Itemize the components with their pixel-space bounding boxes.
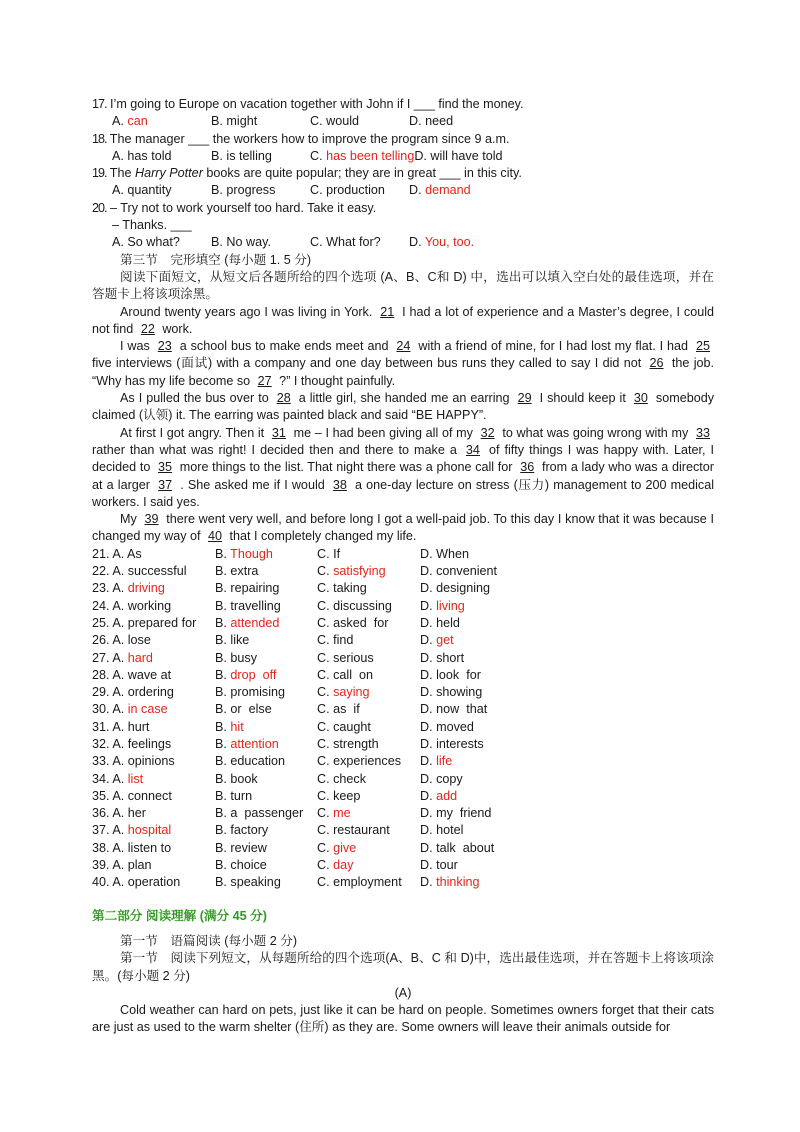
option-text: taking [333,581,367,596]
option-text: ordering [127,685,174,700]
option-cell: 27. A. hard [92,650,153,665]
option-cell: B. Though [215,546,273,561]
blank-26: 26 [649,356,664,371]
blank-31: 31 [271,425,286,440]
option-text: turn [230,788,253,803]
option: C. What for? [310,235,381,250]
option-cell: 21. A. As [92,546,142,561]
correct-option-text: satisfying [333,564,386,579]
option-text: listen to [127,840,172,855]
option-cell: B. hit [215,719,244,734]
option-cell: C. check [317,771,366,786]
option-cell: B. factory [215,823,269,838]
option-cell: D. interests [420,736,484,751]
option-text: as if [333,702,360,717]
option-cell: C. If [317,546,341,561]
option-cell: C. asked for [317,615,389,630]
option-text: call on [333,667,373,682]
stem-italic: Harry Potter [135,166,203,181]
option-text: interests [436,736,484,751]
option-cell: D. tour [420,858,458,873]
option-text: moved [436,719,474,734]
option-cell: C. give [317,840,357,855]
option-cell: C. saying [317,685,370,700]
option-text: will have told [430,148,503,163]
blank-33: 33 [696,425,711,440]
option-cell: 25. A. prepared for [92,615,197,630]
option-text: plan [127,858,152,873]
option-row [92,563,714,580]
option: B. might [211,114,258,129]
option-cell: D. designing [420,581,491,596]
option-text: tour [436,858,458,873]
blank-35: 35 [158,460,173,475]
option-cell: B. busy [215,650,258,665]
option-row [92,719,714,736]
option-text: would [326,114,359,129]
option-cell: D. convenient [420,564,498,579]
option-text: held [436,615,460,630]
section3-title: 第三节 完形填空 (每小题 1. 5 分) [120,252,312,267]
option-text: caught [333,719,371,734]
option-cell: C. caught [317,719,371,734]
option-text: prepared for [127,615,197,630]
correct-option-text: living [436,598,465,613]
option-text: If [333,546,341,561]
blank-36: 36 [520,460,535,475]
option-row [92,615,714,632]
option-text: book [230,771,258,786]
option-row [92,598,714,615]
option-text: discussing [333,598,392,613]
correct-option-text: hit [230,719,244,734]
question-stem [92,131,714,148]
option-cell: 26. A. lose [92,633,151,648]
option-cell: 37. A. hospital [92,823,172,838]
option-text: education [230,754,286,769]
option-row [92,840,714,857]
option-text: What for? [326,235,381,250]
question-options [92,234,714,251]
option-cell: B. or else [215,702,272,717]
option-text: convenient [436,564,498,579]
option-cell: B. drop off [215,667,277,682]
option-text: designing [436,581,491,596]
option: C. would [310,114,359,129]
option-cell: 36. A. her [92,806,146,821]
option-cell: B. choice [215,858,267,873]
option-text: experiences [333,754,402,769]
blank-34: 34 [465,442,480,457]
option-cell: D. showing [420,685,483,700]
option-row [92,822,714,839]
option-cell: C. discussing [317,598,392,613]
option: A. quantity [112,183,172,198]
option-cell: D. look for [420,667,481,682]
option-text: working [127,598,172,613]
blank-30: 30 [633,391,648,406]
option-text: copy [436,771,463,786]
option-cell: C. taking [317,581,367,596]
option-text: feelings [127,736,172,751]
option-cell: D. moved [420,719,474,734]
blank-27: 27 [257,373,272,388]
option-cell: D. life [420,754,453,769]
option-text: her [127,806,146,821]
correct-option-text: has been telling [326,148,415,163]
option-text: repairing [230,581,280,596]
stem-text: books are quite popular; they are in great ___ in this city. [202,166,522,181]
option-text: a passenger [230,806,304,821]
correct-option-text: driving [127,581,165,596]
blank-28: 28 [276,391,291,406]
option-text: promising [230,685,285,700]
correct-option-text: life [436,754,453,769]
option-cell: B. turn [215,788,253,803]
option-text: progress [226,183,276,198]
correct-option-text: me [333,806,351,821]
question-stem [92,165,714,182]
correct-option-text: hard [127,650,153,665]
question-options [92,182,714,199]
correct-option-text: add [436,788,458,803]
correct-option-text: attention [230,736,279,751]
option-cell: D. my friend [420,806,492,821]
option-cell: D. short [420,650,465,665]
option-cell: C. call on [317,667,373,682]
option-text: opinions [127,754,175,769]
option-text: like [230,633,250,648]
option-cell: 40. A. operation [92,875,181,890]
correct-option-text: day [333,858,354,873]
passage-paragraph: As I pulled the bus over to 28 a little girl, she handed me an earring 29 I should keep it 30 somebody claimed (认领) it. The earring was painted black and said “BE HAPPY”. [92,391,715,423]
option-text: or else [230,702,272,717]
multiple-choice-questions [92,96,714,252]
option-text: factory [230,823,269,838]
option-text: speaking [230,875,281,890]
option-cell: B. promising [215,685,285,700]
cloze-options [92,546,714,892]
question-number: 19. [92,166,107,181]
option-cell: 29. A. ordering [92,685,174,700]
correct-option-text: hospital [127,823,172,838]
blank-29: 29 [517,391,532,406]
correct-option-text: saying [333,685,370,700]
correct-option-text: thinking [436,875,480,890]
option-text: need [425,114,454,129]
option-text: restaurant [333,823,390,838]
stem-text: The manager ___ the workers how to improve the program since 9 a.m. [109,131,510,146]
section3-instruction: 阅读下面短文，从短文后各题所给的四个选项 (A、B、C和 D) 中，选出可以填入空白处的最佳选项，并在答题卡上将该项涂黑。 [92,269,714,302]
option-text: As [127,546,142,561]
option: D. demand [409,183,471,198]
option-cell: 28. A. wave at [92,667,172,682]
option-text: look for [436,667,481,682]
option-cell: B. repairing [215,581,280,596]
option-cell: 33. A. opinions [92,754,175,769]
option-cell: C. me [317,806,351,821]
passage-paragraph: I was 23 a school bus to make ends meet and 24 with a friend of mine, for I had lost my flat. I had 25 five interviews (面试) with a company and one day between bus runs they called to say I did not 26 the job. “Why has my life become so 27 ?” I thought painfully. [92,339,714,388]
option-text: lose [127,633,151,648]
option-cell: C. experiences [317,754,402,769]
option: A. So what? [112,235,180,250]
correct-option-text: get [436,633,454,648]
option: A. has told [112,148,172,163]
option-cell: B. like [215,633,250,648]
option-cell: 34. A. list [92,771,144,786]
option-cell: B. extra [215,564,259,579]
option-row [92,580,714,597]
option-text: employment [333,875,402,890]
option-text: now that [436,702,488,717]
option-cell: C. strength [317,736,379,751]
option: B. progress [211,183,276,198]
option-cell: B. speaking [215,875,281,890]
option-text: choice [230,858,267,873]
option-text: operation [127,875,181,890]
part2-section1: 第一节 语篇阅读 (每小题 2 分) [120,933,298,948]
correct-option-text: You, too. [424,235,475,250]
option-row [92,667,714,684]
blank-22: 22 [140,321,155,336]
option: D. You, too. [409,235,475,250]
question-options [92,113,714,130]
correct-option-text: list [127,771,144,786]
option-text: might [226,114,258,129]
option-cell: C. as if [317,702,360,717]
option-text: review [230,840,267,855]
option-text: extra [230,564,259,579]
blank-38: 38 [332,477,347,492]
option-cell: 35. A. connect [92,788,172,803]
blank-25: 25 [695,339,710,354]
option-row [92,632,714,649]
option-cell: D. now that [420,702,488,717]
option: D. will have told [414,148,503,163]
option-cell: B. attention [215,736,279,751]
option-cell: D. get [420,633,454,648]
option-cell: C. employment [317,875,402,890]
cloze-passage [92,304,714,546]
option-cell: D. thinking [420,875,480,890]
option-text: keep [333,788,361,803]
stem-text: – Try not to work yourself too hard. Take it easy. [110,200,377,215]
option-row [92,650,714,667]
option-text: travelling [230,598,281,613]
option-cell: B. attended [215,615,280,630]
blank-39: 39 [144,512,159,527]
blank-24: 24 [396,339,411,354]
option-cell: B. education [215,754,286,769]
option: B. is telling [211,148,272,163]
option-cell: 30. A. in case [92,702,168,717]
option-cell: D. copy [420,771,463,786]
option: C. production [310,183,385,198]
question-stem [92,200,714,217]
question-reply: – Thanks. ___ [112,218,192,233]
option-cell: D. held [420,615,460,630]
option-cell: 38. A. listen to [92,840,172,855]
option-row [92,701,714,718]
option-text: No way. [226,235,271,250]
option-cell: B. travelling [215,598,281,613]
option-cell: D. talk about [420,840,495,855]
option: C. has been telling [310,148,415,163]
option-cell: D. When [420,546,469,561]
option-cell: 23. A. driving [92,581,165,596]
option-row [92,857,714,874]
option-text: connect [127,788,172,803]
correct-option-text: give [333,840,357,855]
passage-label: (A) [394,985,412,1000]
option-text: production [326,183,385,198]
option-text: strength [333,736,379,751]
option-row [92,753,714,770]
option-cell: B. a passenger [215,806,304,821]
option-row [92,788,714,805]
blank-21: 21 [380,304,395,319]
option-text: showing [436,685,483,700]
passage-paragraph: Around twenty years ago I was living in York. 21 I had a lot of experience and a Master’s degree, I could not find 22 work. [92,304,715,336]
correct-option-text: attended [230,615,280,630]
option-row [92,805,714,822]
correct-option-text: Though [230,546,273,561]
option-text: serious [333,650,374,665]
blank-32: 32 [480,425,495,440]
option-cell: 22. A. successful [92,564,187,579]
option-cell: C. find [317,633,354,648]
part2-instruction: 第一节 阅读下列短文，从每题所给的四个选项(A、B、C 和 D)中，选出最佳选项，并在答题卡上将该项涂黑。(每小题 2 分) [92,951,714,983]
question-number: 20. [92,200,107,215]
stem-text: I’m going to Europe on vacation together with John if I ___ find the money. [110,97,524,111]
correct-option-text: can [127,114,148,129]
option: A. can [112,114,148,129]
option-cell: C. day [317,858,354,873]
option-text: short [436,650,465,665]
option-cell: D. hotel [420,823,464,838]
option-text: hurt [127,719,150,734]
option-text: When [436,546,469,561]
correct-option-text: drop off [230,667,277,682]
passage-paragraph: My 39 there went very well, and before long I got a well-paid job. To this day I know that it was because I changed my way of 40 that I completely changed my life. [92,512,714,544]
blank-23: 23 [157,339,172,354]
option: D. need [409,114,454,129]
blank-40: 40 [208,529,223,544]
document-content [92,96,714,1037]
option-cell: D. add [420,788,458,803]
option-cell: C. satisfying [317,564,386,579]
option-cell: 32. A. feelings [92,736,172,751]
option-cell: 24. A. working [92,598,172,613]
option-cell: 31. A. hurt [92,719,150,734]
option-row [92,874,714,891]
option-row [92,736,714,753]
passage-paragraph: At first I got angry. Then it 31 me – I had been giving all of my 32 to what was going wrong with my 33 rather than what was right! I decided then and there to make a 34 of fifty things I was happy with. Later, I decided to 35 more things to the list. That night there was a phone call for 36 from a lady who was a director at a larger 37 . She asked me if I would 38 a one-day lecture on stress (压力) management to 200 medical workers. I said yes. [92,425,715,509]
question-number: 18. [92,131,107,146]
option-text: has told [127,148,172,163]
option-row [92,684,714,701]
option-cell: 39. A. plan [92,858,152,873]
option-cell: C. restaurant [317,823,390,838]
option-text: busy [230,650,258,665]
option-text: quantity [127,183,172,198]
option-text: check [333,771,366,786]
blank-37: 37 [158,477,173,492]
option-row [92,546,714,563]
reading-passage: Cold weather can hard on pets, just like it can be hard on people. Sometimes owners forget that their cats are just as used to the warm shelter (住所) as they are. Some owners will leave their animals outside for [92,1003,714,1035]
option-text: is telling [226,148,272,163]
option-text: talk about [436,840,495,855]
option-cell: B. review [215,840,267,855]
part2-title: 第二部分 阅读理解 (满分 45 分) [92,908,267,923]
option-text: wave at [127,667,172,682]
question-options [92,148,714,165]
option-text: asked for [333,615,389,630]
option-cell: B. book [215,771,258,786]
option-text: successful [127,564,187,579]
option-cell: C. keep [317,788,361,803]
option-text: So what? [127,235,180,250]
question-number: 17. [92,97,107,111]
option: B. No way. [211,235,271,250]
stem-text: The [109,166,135,181]
option-row [92,771,714,788]
correct-option-text: demand [425,183,471,198]
option-cell: D. living [420,598,465,613]
question-stem [92,96,714,113]
option-cell: C. serious [317,650,374,665]
option-text: my friend [436,806,492,821]
option-text: find [333,633,354,648]
option-text: hotel [436,823,464,838]
correct-option-text: in case [127,702,168,717]
